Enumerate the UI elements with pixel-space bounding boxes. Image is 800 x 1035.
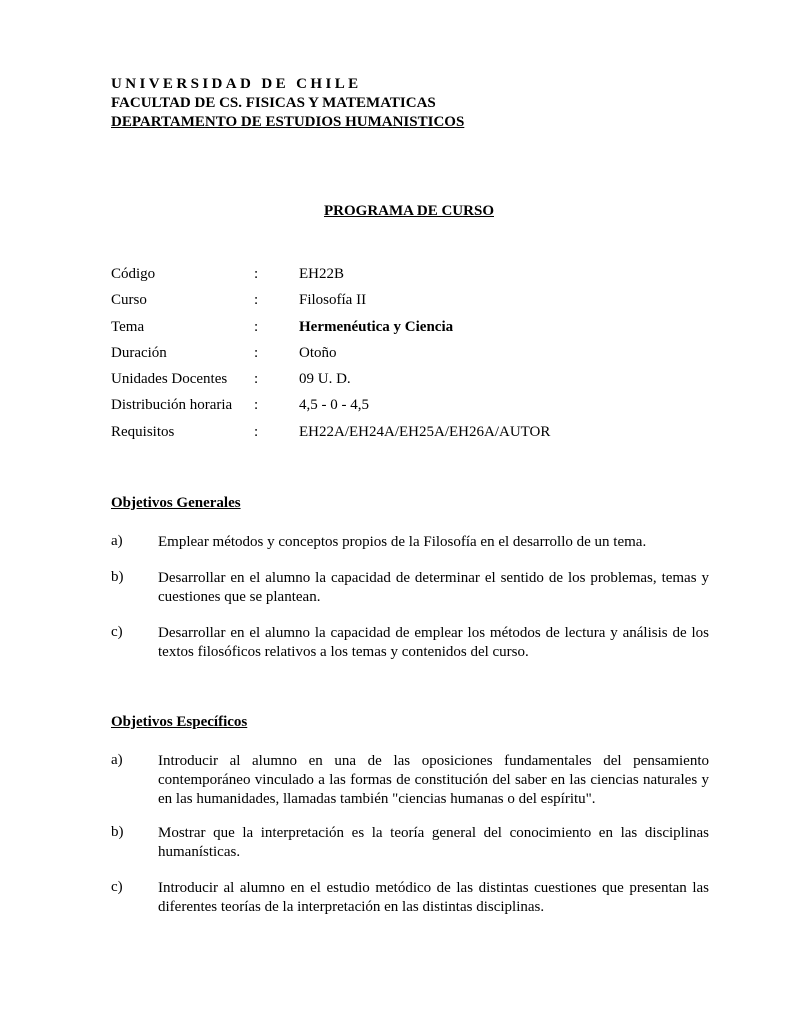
info-value: EH22A/EH24A/EH25A/EH26A/AUTOR [299, 423, 551, 440]
info-colon: : [254, 344, 259, 361]
item-text: Desarrollar en el alumno la capacidad de determinar el sentido de los problemas, temas y cuestiones que se plantean. [158, 570, 709, 605]
item-text: Mostrar que la interpretación es la teoría general del conocimiento en las disciplinas humanísticas. [158, 825, 709, 860]
info-label: Requisitos [111, 423, 175, 440]
item-text: Introducir al alumno en una de las oposiciones fundamentales del pensamiento contemporáneo vinculado a las formas de constitución del saber en las ciencias naturales y en las humanidades, llamadas también "ciencias humanas o del espíritu". [158, 753, 709, 807]
department-name: DEPARTAMENTO DE ESTUDIOS HUMANISTICOS [111, 114, 465, 130]
section-title-objetivos-especificos: Objetivos Específicos [111, 714, 248, 730]
info-value: Hermenéutica y Ciencia [299, 318, 454, 335]
info-label: Duración [111, 344, 167, 361]
info-colon: : [254, 266, 259, 282]
item-text: Emplear métodos y conceptos propios de la Filosofía en el desarrollo de un tema. [158, 534, 647, 550]
info-colon: : [254, 292, 259, 309]
item-letter: a) [111, 752, 123, 768]
info-value: EH22B [299, 266, 344, 282]
item-letter: c) [111, 879, 123, 895]
item-letter: b) [111, 569, 124, 585]
info-label: Curso [111, 292, 147, 309]
faculty-name: FACULTAD DE CS. FISICAS Y MATEMATICAS [111, 95, 436, 111]
info-label: Tema [111, 318, 145, 335]
item-text: Introducir al alumno en el estudio metódico de las distintas cuestiones que presentan las diferentes teorías de la interpretación en las distintas disciplinas. [158, 880, 709, 915]
info-colon: : [254, 423, 259, 440]
info-value: 4,5 - 0 - 4,5 [299, 397, 369, 414]
document-title: PROGRAMA DE CURSO [323, 203, 494, 219]
info-value: 09 U. D. [299, 371, 351, 388]
info-label: Distribución horaria [111, 397, 233, 414]
item-letter: c) [111, 624, 123, 640]
info-label: Código [111, 266, 156, 282]
item-text: Desarrollar en el alumno la capacidad de emplear los métodos de lectura y análisis de los textos filosóficos relativos a los temas y contenidos del curso. [158, 625, 709, 660]
info-colon: : [254, 318, 259, 335]
info-value: Otoño [299, 344, 337, 361]
item-letter: a) [111, 533, 123, 549]
info-colon: : [254, 371, 259, 388]
info-label: Unidades Docentes [111, 371, 228, 388]
info-value: Filosofía II [299, 292, 367, 309]
section-title-objetivos-generales: Objetivos Generales [111, 495, 241, 511]
document-header [111, 75, 464, 132]
item-letter: b) [111, 824, 124, 840]
info-colon: : [254, 397, 259, 414]
university-name: UNIVERSIDAD DE CHILE [111, 76, 362, 92]
